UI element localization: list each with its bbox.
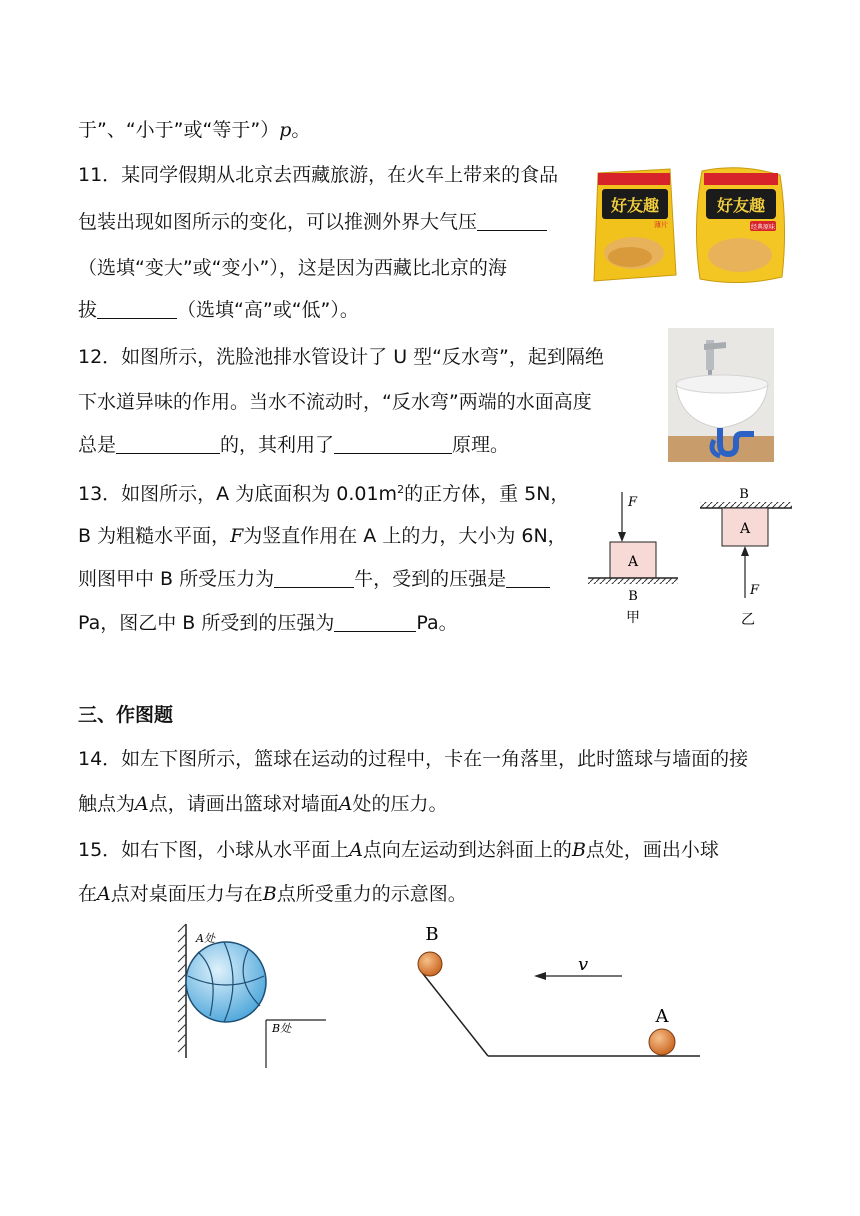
q11-line-2: 包装出现如图所示的变化，可以推测外界大气压 (78, 210, 547, 234)
slope-a-label: A (655, 1006, 669, 1027)
q12-line-3: 总是 的，其利用了 原理。 (78, 434, 510, 456)
chip-bag-brand-1: 好友趣 (610, 196, 660, 215)
q14-line-1: 14．如左下图所示，篮球在运动的过程中，卡在一角落里，此时篮球与墙面的接 (78, 748, 749, 770)
jia-block-label: A (627, 554, 639, 570)
yi-block-label: A (739, 521, 751, 537)
q10-tail-line: 于”、“小于”或“等于”）p。 (78, 119, 311, 141)
block-force-figure (584, 486, 804, 632)
basketball-figure (176, 920, 336, 1070)
ball-a (649, 1029, 675, 1055)
yi-ceiling-label: B (739, 487, 749, 502)
q13-blank-3[interactable] (334, 611, 416, 632)
yi-caption: 乙 (741, 612, 755, 628)
slope-b-label: B (425, 924, 439, 945)
chip-bag-normal (594, 169, 676, 281)
q12-blank-2[interactable] (334, 433, 452, 454)
jia-caption: 甲 (626, 610, 640, 626)
wall-hatch (178, 924, 186, 1052)
slope-ball-figure (408, 918, 708, 1064)
q13-line-2: B 为粗糙水平面，F为竖直作用在 A 上的力，大小为 6N， (78, 525, 567, 547)
q11-line-3: （选填“变大”或“变小”），这是因为西藏比北京的海 (78, 257, 507, 279)
q13-blank-1[interactable] (274, 567, 354, 588)
yi-force-label: F (750, 583, 760, 598)
q13-line-3: 则图甲中 B 所受压力为 牛，受到的压强是 (78, 567, 550, 591)
q13-blank-2[interactable] (506, 567, 550, 588)
q11-line-4: 拔 （选填“高”或“低”）。 (78, 299, 359, 321)
chip-bag-flavor: 经典原味 (750, 224, 776, 231)
jia-ground-label: B (628, 589, 638, 604)
q12-blank-1[interactable] (116, 433, 220, 454)
q15-line-1: 15．如右下图，小球从水平面上A点向左运动到达斜面上的B点处，画出小球 (78, 839, 719, 861)
chip-bag-puffed (696, 168, 784, 283)
basketball-a-label: A处 (196, 932, 215, 945)
chip-bag-sub-1: 薄片 (654, 221, 668, 229)
q13-line-4: Pa，图乙中 B 所受到的压强为 Pa。 (78, 612, 458, 634)
section-3-heading: 三、作图题 (78, 704, 174, 726)
q11-line-1: 11．某同学假期从北京去西藏旅游，在火车上带来的食品 (78, 164, 559, 186)
figure-yi (700, 487, 792, 628)
q12-line-2: 下水道异味的作用。当水不流动时，“反水弯”两端的水面高度 (78, 391, 592, 413)
q14-line-2: 触点为A点，请画出篮球对墙面A处的压力。 (78, 793, 448, 815)
q13-line-1: 13．如图所示，A 为底面积为 $0.01m^2$的正方体，重 5N， (78, 483, 570, 505)
q11-blank-1[interactable] (477, 210, 547, 231)
basketball-b-label: B处 (272, 1022, 292, 1035)
velocity-label: v (578, 954, 589, 975)
sink-figure (668, 328, 774, 462)
figure-jia (588, 492, 678, 626)
q15-line-2: 在A点对桌面压力与在B点所受重力的示意图。 (78, 883, 467, 905)
basketball (186, 942, 266, 1022)
q12-line-1: 12．如图所示，洗脸池排水管设计了 U 型“反水弯”，起到隔绝 (78, 346, 604, 368)
jia-force-label: F (628, 495, 638, 510)
ball-b (418, 952, 442, 976)
q11-blank-2[interactable] (97, 298, 177, 319)
chip-bag-brand-2: 好友趣 (716, 196, 766, 215)
chip-bags-figure (590, 165, 790, 287)
